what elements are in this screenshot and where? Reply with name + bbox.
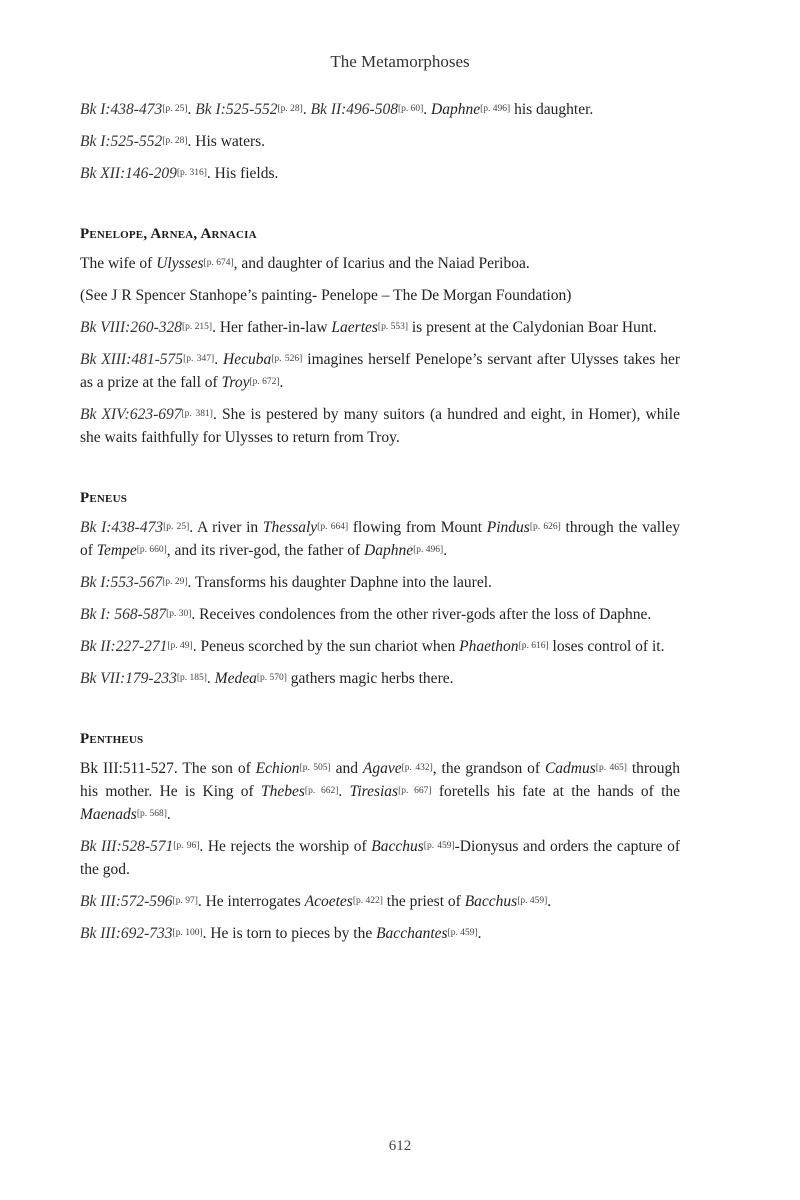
text: his daughter. (510, 101, 594, 118)
text: . (166, 806, 171, 823)
page-reference-link[interactable]: [p. 185] (176, 673, 207, 683)
text: flowing from Mount (348, 519, 487, 536)
book-reference-link[interactable]: Bk III:528-571 (80, 838, 174, 855)
page-content (80, 98, 680, 954)
page-reference-link[interactable]: [p. 667] (398, 786, 432, 796)
text: . His waters. (187, 133, 266, 150)
paragraph (80, 922, 680, 945)
name-link[interactable]: Agave (362, 760, 402, 777)
name-link[interactable]: Acoetes (304, 893, 353, 910)
paragraph (80, 890, 680, 913)
entry-pentheus (80, 728, 680, 945)
name-link[interactable]: Daphne (364, 542, 414, 559)
name-link[interactable]: Pindus (486, 519, 530, 536)
page-reference-link[interactable]: [p. 672] (249, 377, 280, 387)
page-reference-link[interactable]: [p. 60] (397, 104, 424, 114)
text: , and daughter of Icarius and the Naiad Periboa. (233, 255, 530, 272)
paragraph (80, 835, 680, 881)
text: The wife of (80, 255, 157, 272)
name-link[interactable]: Medea (214, 670, 257, 687)
paragraph (80, 348, 680, 394)
name-link[interactable]: Tempe (96, 542, 137, 559)
text: (See J R Spencer Stanhope’s painting- Penelope – The De Morgan Foundation) (80, 287, 572, 304)
text: . (302, 101, 311, 118)
book-reference-link[interactable]: Bk III:572-596 (80, 893, 173, 910)
page-reference-link[interactable]: [p. 316] (176, 168, 207, 178)
page-reference-link[interactable]: [p. 465] (595, 763, 627, 773)
name-link[interactable]: Echion (255, 760, 300, 777)
page-reference-link[interactable]: [p. 49] (167, 641, 193, 651)
book-reference-link[interactable]: Bk XIV:623-697 (80, 406, 182, 423)
page-reference-link[interactable]: [p. 97] (172, 896, 198, 906)
page-reference-link[interactable]: [p. 215] (182, 322, 213, 332)
paragraph (80, 516, 680, 562)
book-reference-link[interactable]: Bk III:692-733 (80, 925, 173, 942)
paragraph (80, 284, 680, 307)
page-reference-link[interactable]: [p. 553] (377, 322, 408, 332)
text: Bk III:511-527. The son of (80, 760, 256, 777)
page-reference-link[interactable]: [p. 459] (447, 928, 478, 938)
running-title: The Metamorphoses (330, 52, 470, 71)
name-link[interactable]: Bacchus (371, 838, 424, 855)
name-link[interactable]: Bacchus (464, 893, 518, 910)
page-reference-link[interactable]: [p. 496] (480, 104, 511, 114)
book-reference-link[interactable]: Bk VIII:260-328 (80, 319, 182, 336)
text: . Her father-in-law (212, 319, 332, 336)
page-reference-link[interactable]: [p. 381] (181, 409, 213, 419)
text: , the grandson of (432, 760, 545, 777)
page-reference-link[interactable]: [p. 29] (162, 577, 188, 587)
page-reference-link[interactable]: [p. 100] (172, 928, 203, 938)
text: . (338, 783, 350, 800)
page-reference-link[interactable]: [p. 422] (352, 896, 383, 906)
text: . She is pestered by many suitors (a hundred and eight, in Homer), while she waits faithfully for Ulysses to return from Troy. (80, 406, 680, 446)
name-link[interactable]: Maenads (80, 806, 137, 823)
name-link[interactable]: Ulysses (156, 255, 204, 272)
page-reference-link[interactable]: [p. 616] (518, 641, 549, 651)
name-link[interactable]: Phaethon (459, 638, 519, 655)
paragraph (80, 252, 680, 275)
entry-heading: Pentheus (80, 731, 144, 747)
text: the priest of (382, 893, 465, 910)
text: . He rejects the worship of (199, 838, 372, 855)
paragraph (80, 603, 680, 626)
entry-penelope (80, 223, 680, 449)
page-reference-link[interactable]: [p. 96] (173, 841, 200, 851)
text: . (423, 101, 432, 118)
page-reference-link[interactable]: [p. 526] (271, 354, 303, 364)
text: imagines herself Penelope’s servant after Ulysses takes her as a prize at the fall of (80, 351, 681, 391)
entry-peneus (80, 487, 680, 690)
book-reference-link[interactable]: Bk XIII:481-575 (80, 351, 184, 368)
book-reference-link[interactable]: Bk I:525-552 (195, 101, 278, 118)
page-reference-link[interactable]: [p. 459] (517, 896, 548, 906)
book-reference-link[interactable]: Bk II:496-508 (310, 101, 398, 118)
page-reference-link[interactable]: [p. 660] (136, 545, 167, 555)
name-link[interactable]: Daphne (431, 101, 481, 118)
book-reference-link[interactable]: Bk XII:146-209 (80, 165, 177, 182)
page-reference-link[interactable]: [p. 25] (163, 522, 190, 532)
page-reference-link[interactable]: [p. 674] (203, 258, 234, 268)
text: , and its river-god, the father of (166, 542, 365, 559)
page-reference-link[interactable]: [p. 505] (299, 763, 331, 773)
paragraph (80, 571, 680, 594)
text: . (477, 925, 482, 942)
text: . He is torn to pieces by the (202, 925, 377, 942)
name-link[interactable]: Tiresias (349, 783, 399, 800)
text: foretells his fate at the hands of the (431, 783, 681, 800)
intro-line-2 (80, 130, 680, 153)
name-link[interactable]: Cadmus (544, 760, 596, 777)
book-reference-link[interactable]: Bk VII:179-233 (80, 670, 177, 687)
page-reference-link[interactable]: [p. 28] (162, 136, 188, 146)
text: loses control of it. (548, 638, 665, 655)
page-reference-link[interactable]: [p. 432] (401, 763, 433, 773)
text: . He interrogates (197, 893, 305, 910)
intro-line-3 (80, 162, 680, 185)
intro-line-1 (80, 98, 680, 121)
text: . Peneus scorched by the sun chariot when (192, 638, 460, 655)
name-link[interactable]: Laertes (331, 319, 378, 336)
page-reference-link[interactable]: [p. 568] (136, 809, 167, 819)
text: . Transforms his daughter Daphne into the laurel. (187, 574, 492, 591)
page-reference-link[interactable]: [p. 459] (423, 841, 455, 851)
text: . (214, 351, 224, 368)
page-reference-link[interactable]: [p. 30] (166, 609, 192, 619)
name-link[interactable]: Thessaly (262, 519, 318, 536)
entry-heading: Peneus (80, 490, 128, 506)
name-link[interactable]: Hecuba (223, 351, 272, 368)
text: through the valley of (80, 519, 681, 559)
page-reference-link[interactable]: [p. 347] (183, 354, 215, 364)
entry-heading: Penelope, Arnea, Arnacia (80, 226, 257, 242)
page-reference-link[interactable]: [p. 496] (413, 545, 444, 555)
paragraph (80, 757, 680, 826)
text: and (330, 760, 363, 777)
page-reference-link[interactable]: [p. 664] (317, 522, 349, 532)
paragraph (80, 316, 680, 339)
name-link[interactable]: Bacchantes (376, 925, 448, 942)
text: . (443, 542, 448, 559)
book-reference-link[interactable]: Bk I:438-473 (80, 519, 164, 536)
book-reference-link[interactable]: Bk II:227-271 (80, 638, 168, 655)
text: is present at the Calydonian Boar Hunt. (407, 319, 657, 336)
book-reference-link[interactable]: Bk I: 568-587 (80, 606, 167, 623)
paragraph (80, 667, 680, 690)
book-reference-link[interactable]: Bk I:525-552 (80, 133, 163, 150)
text: . (547, 893, 552, 910)
page-reference-link[interactable]: [p. 570] (256, 673, 287, 683)
page-reference-link[interactable]: [p. 662] (304, 786, 339, 796)
text: . His fields. (206, 165, 279, 182)
text: . Receives condolences from the other river-gods after the loss of Daphne. (191, 606, 652, 623)
text: . (206, 670, 215, 687)
paragraph (80, 403, 680, 449)
page-number: 612 (388, 1138, 412, 1154)
page-reference-link[interactable]: [p. 25] (162, 104, 188, 114)
book-reference-link[interactable]: Bk I:553-567 (80, 574, 163, 591)
text: . A river in (189, 519, 263, 536)
page-reference-link[interactable]: [p. 626] (529, 522, 561, 532)
name-link[interactable]: Troy (221, 374, 250, 391)
text: -Dionysus and orders the capture of the god. (80, 838, 681, 878)
text: . (279, 374, 284, 391)
book-reference-link[interactable]: Bk I:438-473 (80, 101, 163, 118)
text: through his mother. He is King of (80, 760, 681, 800)
name-link[interactable]: Thebes (261, 783, 305, 800)
page-reference-link[interactable]: [p. 28] (277, 104, 303, 114)
text: . (187, 101, 196, 118)
paragraph (80, 635, 680, 658)
text: gathers magic herbs there. (286, 670, 454, 687)
